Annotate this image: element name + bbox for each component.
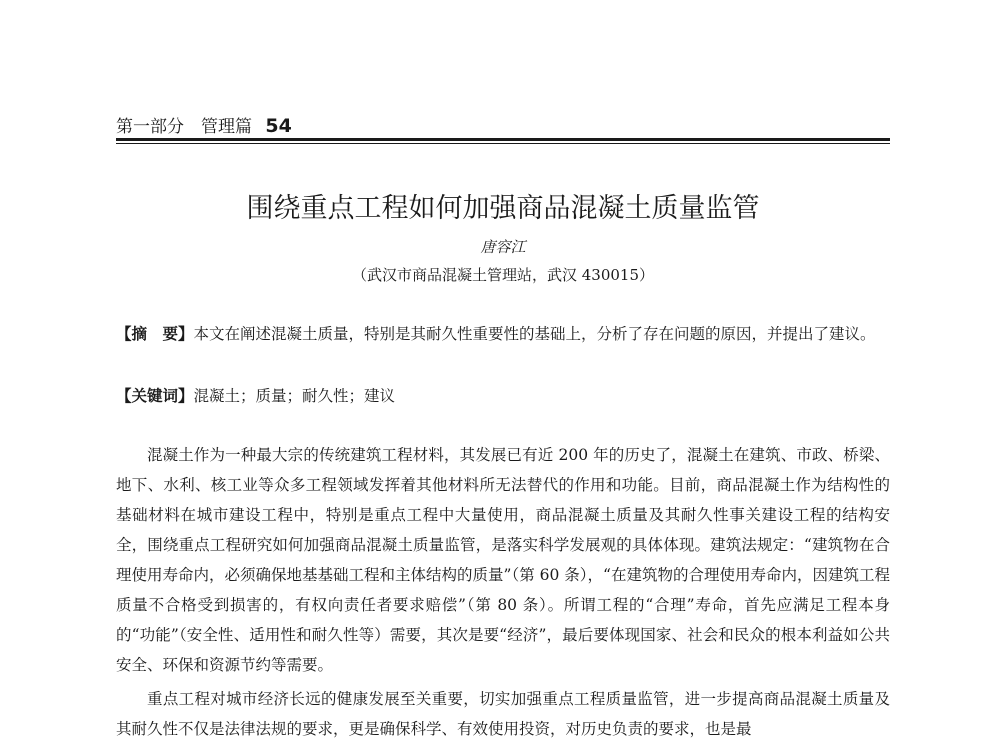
keywords-label: 【关键词】 (116, 387, 194, 405)
abstract-text: 本文在阐述混凝土质量，特别是其耐久性重要性的基础上，分析了存在问题的原因，并提出了建议。 (193, 325, 876, 343)
header-rule-thin (116, 143, 890, 144)
article-title: 围绕重点工程如何加强商品混凝土质量监管 (246, 193, 760, 224)
article-author: 唐容江 (480, 238, 526, 256)
header-section-label: 第一部分 管理篇 (116, 117, 252, 137)
running-header (116, 112, 890, 138)
article-body (116, 440, 890, 748)
article-affiliation: （武汉市商品混凝土管理站，武汉 430015） (351, 266, 655, 284)
abstract-label: 【摘 要】 (116, 325, 194, 343)
abstract (116, 321, 890, 347)
body-paragraph: 混凝土作为一种最大宗的传统建筑工程材料，其发展已有近 200 年的历史了，混凝土在建筑、市政、桥梁、地下、水利、核工业等众多工程领域发挥着其他材料所无法替代的作用和功能。目前，商品混凝土作为结构性的基础材料在城市建设工程中，特别是重点工程中大量使用，商品混凝土质量及其耐久性事关建设工程的结构安全，围绕重点工程研究如何加强商品混凝土质量监管，是落实科学发展观的具体体现。建筑法规定：“建筑物在合理使用寿命内，必须确保地基基础工程和主体结构的质量”（第 60 条），“在建筑物的合理使用寿命内，因建筑工程质量不合格受到损害的，有权向责任者要求赔偿”（第 80 条）。所谓工程的“合理”寿命，首先应满足工程本身的“功能”（安全性、适用性和耐久性等）需要，其次是要“经济”，最后要体现国家、社会和民众的根本利益如公共安全、环保和资源节约等需要。 (116, 446, 890, 674)
body-paragraph: 重点工程对城市经济长远的健康发展至关重要，切实加强重点工程质量监管，进一步提高商品混凝土质量及其耐久性不仅是法律法规的要求，更是确保科学、有效使用投资，对历史负责的要求，也是最 (116, 690, 890, 738)
header-rule-thick (116, 138, 890, 141)
keywords (116, 383, 890, 409)
page-number: 54 (265, 115, 292, 137)
keywords-text: 混凝土；质量；耐久性；建议 (193, 387, 396, 405)
